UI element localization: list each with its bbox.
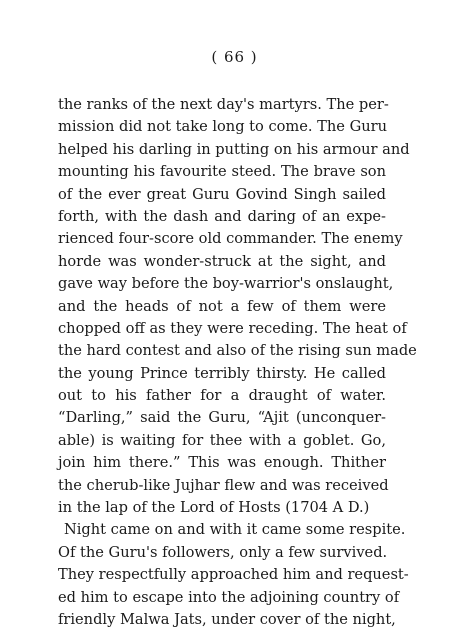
text-line: chopped off as they were receding. The heat of — [58, 319, 407, 337]
text-line: They respectfully approached him and request- — [58, 566, 409, 584]
text-line: the hard contest and also of the rising sun made — [58, 342, 417, 360]
text-line: friendly Malwa Jats, under cover of the night, — [58, 610, 396, 628]
text-line: join him there.” This was enough. Thither — [58, 454, 386, 472]
text-line: out to his father for a draught of water. — [58, 387, 386, 405]
page-number: ( 66 ) — [211, 48, 258, 66]
text-line: mission did not take long to come. The Guru — [58, 118, 388, 136]
text-line: ed him to escape into the adjoining country of — [58, 588, 400, 606]
text-line: and the heads of not a few of them were — [58, 297, 386, 315]
text-line: helped his darling in putting on his armour and — [58, 140, 410, 158]
text-line: in the lap of the Lord of Hosts (1704 A D.) — [58, 499, 370, 517]
text-line: “Darling,” said the Guru, “Ajit (unconquer- — [58, 409, 386, 427]
text-line: of the ever great Guru Govind Singh sailed — [58, 185, 386, 203]
text-line: the cherub-like Jujhar flew and was received — [58, 476, 389, 494]
text-line: gave way before the boy-warrior's onslaught, — [58, 275, 394, 293]
text-line: mounting his favourite steed. The brave son — [58, 163, 386, 181]
text-line: forth, with the dash and daring of an expe- — [58, 207, 386, 225]
text-line: the young Prince terribly thirsty. He called — [58, 364, 386, 382]
text-line: Of the Guru's followers, only a few survived. — [58, 543, 388, 561]
text-line: able) is waiting for thee with a goblet. Go, — [58, 431, 386, 449]
text-line: horde was wonder-struck at the sight, and — [58, 252, 386, 270]
text-line: rienced four-score old commander. The enemy — [58, 230, 403, 248]
text-line: Night came on and with it came some respite. — [64, 521, 406, 539]
body-text — [58, 94, 417, 631]
text-line: the ranks of the next day's martyrs. The per- — [58, 96, 389, 113]
